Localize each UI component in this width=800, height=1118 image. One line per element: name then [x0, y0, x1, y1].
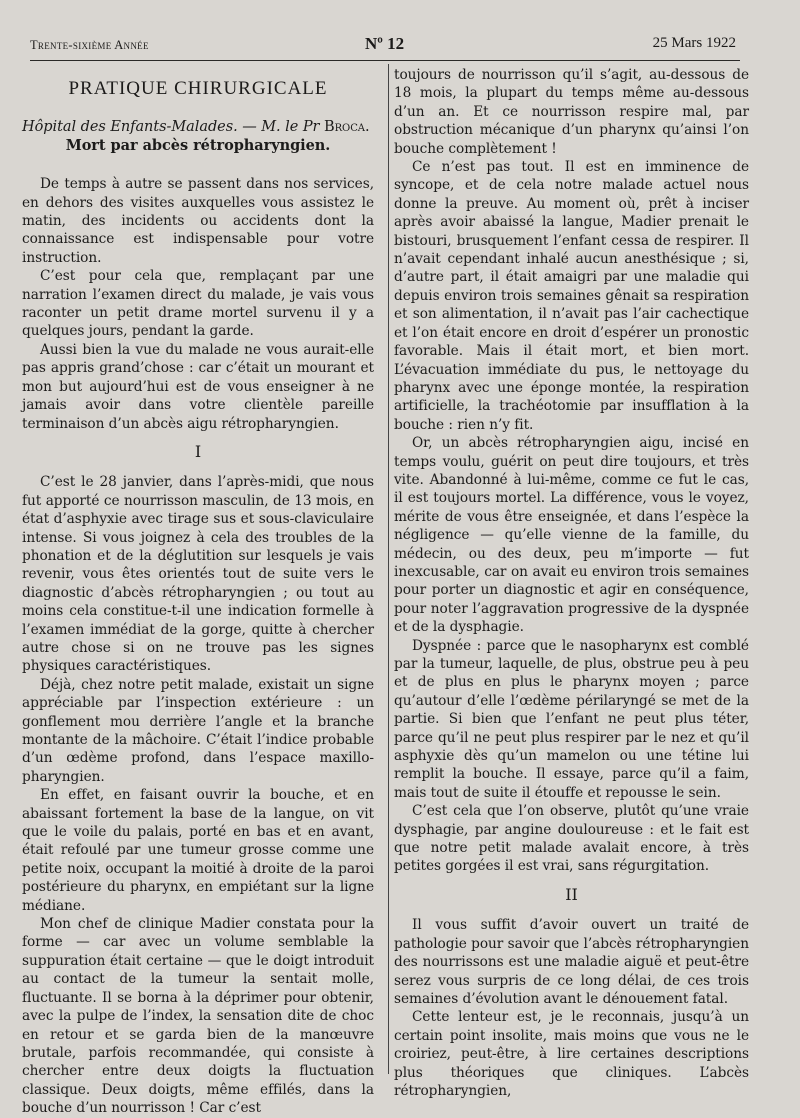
paragraph: toujours de nourrisson qu’il s’agit, au-dessous de 18 mois, la plupart du temps même au-dessous d’un an. Et ce nourrisson respire mal, par obstruction mécanique d’un pharynx qu’ainsi l’on bouche complètement ! [394, 67, 749, 157]
paragraph: De temps à autre se passent dans nos services, en dehors des visites auxquelles vous assistez le matin, des incidents ou accidents dont la connaissance est indispensable pour votre instruction. [22, 176, 374, 266]
paragraph: Ce n’est pas tout. Il est en imminence de syncope, et de cela notre malade actuel nous donne la preuve. Au moment où, prêt à inciser après avoir abaissé la langue, Madier prenait le bistouri, brusquement l’enfant cessa de respirer. Il n’avait cependant inhalé aucun anesthésique ; si, d’autre part, il était amaigri par une maladie qui depuis environ trois semaines gênait sa respiration et son alimentation, il n’avait pas l’air cachectique et l’on était encore en droit d’espérer un pronostic favorable. Mais il était mort, et bien mort. L’évacuation immédiate du pus, le nettoyage du pharynx avec une éponge montée, la respiration artificielle, la trachéotomie par insufflation à la bouche : rien n’y fit. [394, 159, 749, 433]
author-separator: — M. le Pr [237, 119, 324, 136]
paragraph: Cette lenteur est, je le reconnais, jusqu’à un certain point insolite, mais moins que vous ne le croiriez, peut-être, à lire certaines descriptions plus théoriques que cliniques. L’abcès rétropharyngien, [394, 1009, 749, 1099]
paragraph: Déjà, chez notre petit malade, existait un signe appréciable par l’inspection extérieure : un gonflement mou derrière l’angle et la branche montante de la mâchoire. C’était l’indice probable d’un œdème profond, dans l’espace maxillo-pharyngien. [22, 676, 374, 785]
author-name: Broca. [323, 119, 370, 136]
paragraph: Dyspnée : parce que le nasopharynx est comblé par la tumeur, laquelle, de plus, obstrue peu à peu et de plus en plus le pharynx moyen ; parce qu’autour d’elle l’œdème périlaryngé se met de la partie. Si bien que l’enfant ne peut plus téter, parce qu’il ne peut plus respirer par le nez et qu’il asphyxie dès qu’un mamelon ou une tétine lui remplit la bouche. Il essaye, parce qu’il a faim, mais tout de suite il étouffe et repousse le sein. [394, 637, 749, 801]
right-column [394, 66, 749, 1100]
section-heading: II [565, 884, 578, 904]
section-heading: I [194, 441, 202, 461]
article-title: Mort par abcès rétropharyngien. [65, 136, 331, 154]
issue-date: 25 Mars 1922 [652, 35, 736, 51]
left-column [22, 68, 374, 1118]
running-header [30, 34, 736, 58]
paragraph: Or, un abcès rétropharyngien aigu, incisé en temps voulu, guérit on peut dire toujours, et très vite. Abandonné à lui-même, comme ce fut le cas, il est toujours mortel. La différence, vous le voyez, mérite de vous être enseignée, et dans l’espèce la négligence — qu’elle vienne de la famille, du médecin, ou des deux, peu m’importe — fut inexcusable, car on avait eu environ trois semaines pour porter un diagnostic et agir en conséquence, pour noter l’aggravation progressive de la dyspnée et de la dysphagie. [394, 435, 749, 636]
hospital-line [22, 118, 374, 136]
paragraph: C’est le 28 janvier, dans l’après-midi, que nous fut apporté ce nourrisson masculin, de 13 mois, en état d’asphyxie avec tirage sus et sous-claviculaire intense. Si vous joignez à cela des troubles de la phonation et de la déglutition sur lesquels je vais revenir, vous êtes orientés tout de suite vers le diagnostic d’abcès rétropharyngien ; ou tout au moins cela constitue-t-il une indication formelle à l’examen immédiat de la gorge, quitte à chercher autre chose si on ne trouve pas les signes physiques caractéristiques. [22, 474, 374, 675]
paragraph: En effet, en faisant ouvrir la bouche, et en abaissant fortement la base de la langue, on vit que le voile du palais, porté en bas et en avant, était refoulé par une tumeur grosse comme une petite noix, occupant la moitié à droite de la paroi postérieure du pharynx, en empiétant sur la ligne médiane. [22, 787, 374, 914]
paragraph: Aussi bien la vue du malade ne vous aurait-elle pas appris grand’chose : car c’était un mourant et mon but aujourd’hui est de vous enseigner à ne jamais avoir dans votre clientèle pareille terminaison d’un abcès aigu rétropharyngien. [22, 341, 374, 432]
paragraph: Il vous suffit d’avoir ouvert un traité de pathologie pour savoir que l’abcès rétropharyngien des nourrissons est une maladie aiguë et peut-être serez vous surpris de ce long délai, de ces trois semaines d’évolution avant le dénouement fatal. [394, 917, 749, 1007]
paragraph: C’est pour cela que, remplaçant par une narration l’examen direct du malade, je vais vous raconter un petit drame mortel survenu il y a quelques jours, pendant la garde. [22, 268, 374, 340]
paragraph: C’est cela que l’on observe, plutôt qu’une vraie dysphagie, par angine douloureuse : et le fait est que notre petit malade avalait encore, à très petites gorgées il est vrai, sans régurgitation. [394, 803, 749, 875]
paragraph: Mon chef de clinique Madier constata pour la forme — car avec un volume semblable la suppuration était certaine — que le doigt introduit au contact de la tumeur la sentait molle, fluctuante. Il se borna à la déprimer pour obtenir, avec la pulpe de l’index, la sensation dite de choc en retour et se garda bien de la manœuvre brutale, parfois recommandée, qui consiste à chercher entre deux doigts la fluctuation classique. Deux doigts, même effilés, dans la bouche d’un nourrisson ! Car c’est [22, 916, 374, 1117]
volume-label: Trente-sixième Année [30, 38, 149, 52]
hospital-name: Hôpital des Enfants-Malades. [22, 119, 238, 136]
column-divider [388, 64, 389, 1074]
section-rubric: PRATIQUE CHIRURGICALE [68, 78, 328, 99]
issue-number: Nº 12 [365, 34, 405, 53]
header-rule [30, 60, 740, 61]
